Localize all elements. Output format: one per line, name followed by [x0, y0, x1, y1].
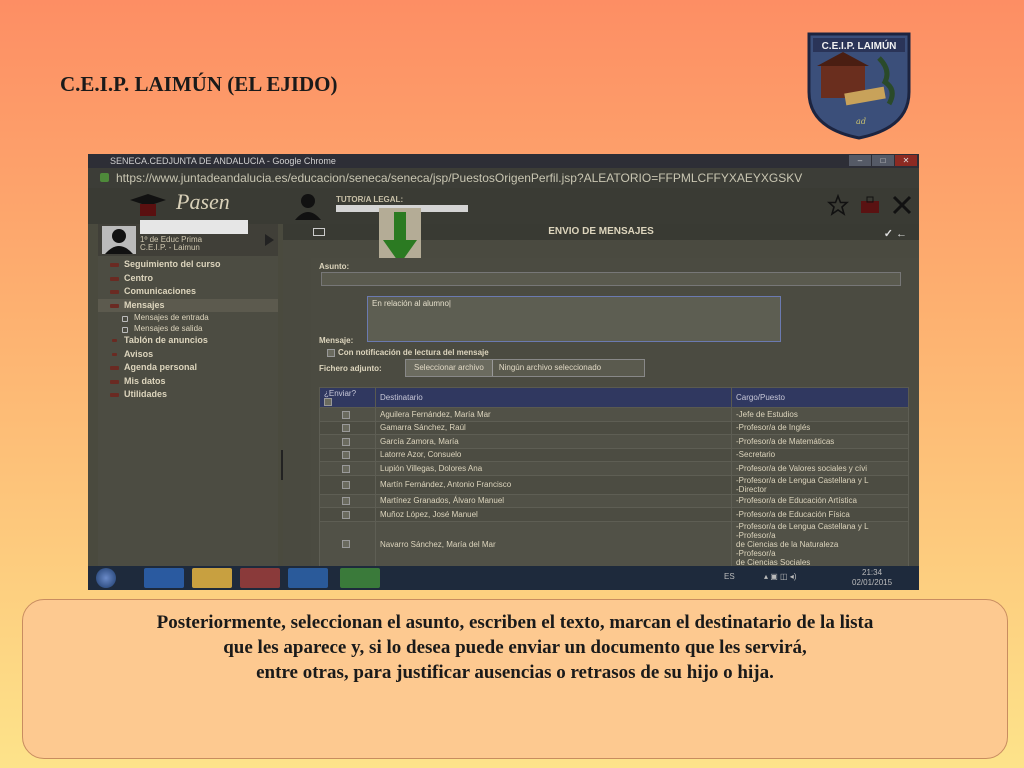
- asunto-label: Asunto:: [319, 262, 350, 271]
- student-avatar-icon: [102, 226, 136, 254]
- app-name: Pasen: [176, 189, 230, 214]
- tutor-avatar-icon: [292, 192, 324, 220]
- address-bar[interactable]: [88, 168, 919, 188]
- maximize-button[interactable]: □: [872, 155, 894, 166]
- select-all-checkbox[interactable]: [324, 398, 332, 406]
- recipient-checkbox[interactable]: [342, 511, 350, 519]
- svg-text:ad: ad: [856, 117, 866, 126]
- window-titlebar: [88, 154, 919, 168]
- table-row[interactable]: [320, 521, 909, 567]
- recipient-name: Martínez Granados, Álvaro Manuel: [376, 494, 732, 508]
- recipient-checkbox[interactable]: [342, 497, 350, 505]
- student-card[interactable]: [98, 224, 278, 256]
- sidebar-item-avisos[interactable]: Avisos: [98, 348, 278, 362]
- sidebar-item-centro[interactable]: Centro: [98, 272, 278, 286]
- school-logo: [805, 30, 913, 140]
- recipient-checkbox[interactable]: [342, 411, 350, 419]
- folder-taskbar-icon[interactable]: [192, 568, 232, 588]
- recipient-name: Martín Fernández, Antonio Francisco: [376, 475, 732, 494]
- sidebar-item-mensajes-entrada[interactable]: Mensajes de entrada: [98, 312, 278, 323]
- recipient-name: Muñoz López, José Manuel: [376, 508, 732, 522]
- table-row[interactable]: [320, 494, 909, 508]
- media-taskbar-icon[interactable]: [240, 568, 280, 588]
- table-row[interactable]: [320, 408, 909, 422]
- slide-title: C.E.I.P. LAIMÚN (EL EJIDO): [60, 72, 338, 96]
- app-taskbar-icon[interactable]: [288, 568, 328, 588]
- recipient-checkbox[interactable]: [342, 465, 350, 473]
- clock[interactable]: 21:34 02/01/2015: [852, 568, 893, 587]
- close-button[interactable]: ✕: [895, 155, 917, 166]
- table-row[interactable]: [320, 435, 909, 449]
- logo-text: C.E.I.P. LAIMÚN: [821, 41, 897, 52]
- sidebar-menu: [98, 258, 278, 402]
- tray-icons[interactable]: ▴ ▣ ◫ ◂): [764, 572, 797, 581]
- caption-line-1: Posteriormente, seleccionan el asunto, escriben el texto, marcan el destinatario de la lista: [156, 612, 874, 633]
- recipient-role: -Profesor/a de Inglés: [732, 421, 909, 435]
- lock-icon: [100, 173, 109, 182]
- file-label: Fichero adjunto:: [319, 364, 382, 373]
- recipient-name: Lupión Villegas, Dolores Ana: [376, 462, 732, 476]
- col-cargo: Cargo/Puesto: [732, 388, 909, 408]
- recipient-checkbox[interactable]: [342, 424, 350, 432]
- recipient-name: Aguilera Fernández, María Mar: [376, 408, 732, 422]
- tutor-label: TUTOR/A LEGAL:: [336, 195, 404, 204]
- tools-icon[interactable]: [891, 194, 913, 216]
- envelope-icon: [313, 228, 325, 236]
- sidebar: [98, 224, 278, 566]
- select-file-button[interactable]: Seleccionar archivo: [406, 360, 493, 376]
- ie-taskbar-icon[interactable]: [144, 568, 184, 588]
- recipient-role: -Secretario: [732, 448, 909, 462]
- star-icon[interactable]: [827, 194, 849, 216]
- expand-arrow-icon[interactable]: [265, 234, 274, 246]
- main-panel: [283, 224, 919, 566]
- col-destinatario: Destinatario: [376, 388, 732, 408]
- recipient-checkbox[interactable]: [342, 438, 350, 446]
- window-title: SENECA.CEDJUNTA DE ANDALUCIA - Google Chrome: [110, 156, 336, 166]
- chrome-taskbar-icon[interactable]: [340, 568, 380, 588]
- pasen-header: [88, 188, 919, 224]
- form-heading: ENVIO DE MENSAJES: [548, 226, 654, 237]
- table-row[interactable]: [320, 508, 909, 522]
- briefcase-icon[interactable]: [859, 194, 881, 216]
- asunto-input[interactable]: [321, 272, 901, 286]
- sidebar-item-mis-datos[interactable]: Mis datos: [98, 375, 278, 389]
- recipient-role: -Profesor/a de Educación Artística: [732, 494, 909, 508]
- caption-line-3: entre otras, para justificar ausencias o retrasos de su hijo o hija.: [256, 662, 774, 683]
- recipient-name: Gamarra Sánchez, Raúl: [376, 421, 732, 435]
- recipient-role: -Profesor/a de Educación Física: [732, 508, 909, 522]
- sidebar-item-agenda[interactable]: Agenda personal: [98, 361, 278, 375]
- recipient-checkbox[interactable]: [342, 451, 350, 459]
- file-input[interactable]: [405, 359, 645, 377]
- recipient-role: -Profesor/a de Lengua Castellana y L -Director: [732, 475, 909, 494]
- caption-box: [22, 599, 1008, 759]
- table-row[interactable]: [320, 421, 909, 435]
- message-form: [311, 258, 919, 568]
- mensaje-label: Mensaje:: [319, 336, 354, 345]
- student-school: C.E.I.P. - Laimun: [140, 243, 200, 252]
- language-indicator[interactable]: ES: [724, 572, 735, 581]
- message-textarea[interactable]: En relación al alumno|: [367, 296, 781, 342]
- taskbar: [88, 566, 919, 590]
- caption-line-2: que les aparece y, si lo desea puede enviar un documento que les servirá,: [223, 637, 807, 658]
- notify-checkbox[interactable]: [327, 349, 335, 357]
- url-text: https://www.juntadeandalucia.es/educacion/seneca/seneca/jsp/PuestosOrigenPerfil.jsp?ALEATORIO=FFPMLCFFYXAEYXGSKV: [116, 171, 803, 185]
- recipient-checkbox[interactable]: [342, 540, 350, 548]
- sidebar-item-tablon[interactable]: Tablón de anuncios: [98, 334, 278, 348]
- back-arrow-icon[interactable]: ✓ ←: [883, 228, 907, 240]
- recipient-name: Latorre Azor, Consuelo: [376, 448, 732, 462]
- recipient-role: -Profesor/a de Matemáticas: [732, 435, 909, 449]
- file-status: Ningún archivo seleccionado: [498, 363, 602, 372]
- col-enviar[interactable]: ¿Enviar?: [320, 388, 376, 408]
- student-name-redacted: [140, 220, 248, 234]
- sidebar-item-comunicaciones[interactable]: Comunicaciones: [98, 285, 278, 299]
- student-course: 1º de Educ Prima: [140, 235, 203, 244]
- minimize-button[interactable]: –: [849, 155, 871, 166]
- table-row[interactable]: [320, 462, 909, 476]
- recipient-role: -Profesor/a de Lengua Castellana y L -Profesor/a de Ciencias de la Naturaleza -Profesor/a de Ciencias Sociales: [732, 521, 909, 567]
- table-row[interactable]: [320, 475, 909, 494]
- sidebar-item-utilidades[interactable]: Utilidades: [98, 388, 278, 402]
- sidebar-item-seguimiento[interactable]: Seguimiento del curso: [98, 258, 278, 272]
- recipient-role: -Profesor/a de Valores sociales y cívi: [732, 462, 909, 476]
- browser-screenshot: [88, 154, 919, 590]
- recipient-name: García Zamora, María: [376, 435, 732, 449]
- recipient-checkbox[interactable]: [342, 481, 350, 489]
- recipient-name: Navarro Sánchez, María del Mar: [376, 521, 732, 567]
- sidebar-item-mensajes-salida[interactable]: Mensajes de salida: [98, 323, 278, 334]
- table-row[interactable]: [320, 448, 909, 462]
- recipient-role: -Jefe de Estudios: [732, 408, 909, 422]
- notify-label: Con notificación de lectura del mensaje: [338, 348, 489, 357]
- start-button[interactable]: [96, 568, 116, 588]
- recipients-table: [319, 387, 909, 568]
- sidebar-item-mensajes[interactable]: Mensajes: [98, 299, 278, 313]
